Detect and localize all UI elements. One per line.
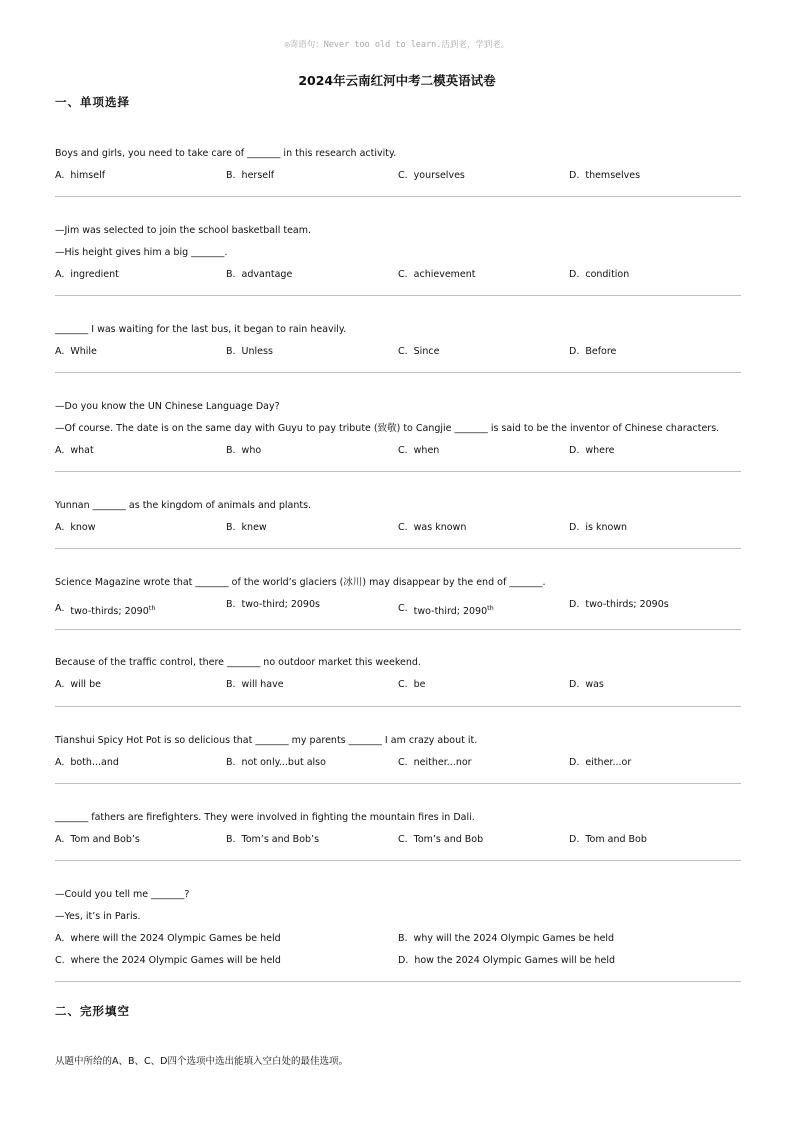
option-d[interactable]: D. Tom and Bob: [569, 834, 647, 845]
option-d[interactable]: D. was: [569, 679, 604, 690]
divider: [55, 981, 741, 982]
option-b[interactable]: B. Tom’s and Bob’s: [226, 834, 320, 845]
option-c[interactable]: C. Since: [398, 346, 440, 357]
page-title: 2024年云南红河中考二模英语试卷: [298, 73, 496, 88]
options-row: [55, 517, 741, 539]
options-row: [55, 829, 741, 851]
option-b[interactable]: B. two-third; 2090s: [226, 599, 320, 610]
option-c[interactable]: C. achievement: [398, 269, 476, 280]
option-b[interactable]: B. knew: [226, 522, 267, 533]
option-c[interactable]: C. yourselves: [398, 170, 465, 181]
question-stem: Yunnan _______ as the kingdom of animals and plants.: [55, 500, 312, 511]
option-d[interactable]: D. how the 2024 Olympic Games will be held: [398, 955, 616, 966]
options-row: [55, 264, 741, 286]
question-2: [55, 220, 741, 286]
option-b[interactable]: B. why will the 2024 Olympic Games be held: [398, 933, 615, 944]
question-stem: Because of the traffic control, there _______ no outdoor market this weekend.: [55, 657, 421, 668]
question-8: [55, 730, 741, 774]
question-stem: Boys and girls, you need to take care of _______ in this research activity.: [55, 148, 397, 159]
option-d[interactable]: D. is known: [569, 522, 628, 533]
option-a[interactable]: A. ingredient: [55, 269, 119, 280]
divider: [55, 629, 741, 630]
question-stem: _______ I was waiting for the last bus, it began to rain heavily.: [55, 324, 347, 335]
question-9: [55, 807, 741, 851]
option-b[interactable]: B. not only...but also: [226, 757, 326, 768]
divider: [55, 295, 741, 296]
option-d[interactable]: D. Before: [569, 346, 617, 357]
option-b[interactable]: B. will have: [226, 679, 284, 690]
watermark: ◎寄语句：Never too old to learn.活到老，学到老。: [284, 40, 510, 50]
option-c[interactable]: C. was known: [398, 522, 467, 533]
question-7: [55, 652, 741, 696]
option-c[interactable]: C. two-third; 2090th: [398, 603, 494, 618]
option-a[interactable]: A. will be: [55, 679, 101, 690]
divider: [55, 372, 741, 373]
section-heading-single-choice: 一、单项选择: [55, 95, 130, 109]
option-a[interactable]: A. Tom and Bob’s: [55, 834, 140, 845]
options-row: [55, 950, 741, 972]
option-a[interactable]: A. himself: [55, 170, 106, 181]
option-b[interactable]: B. advantage: [226, 269, 293, 280]
option-d[interactable]: D. two-thirds; 2090s: [569, 599, 669, 610]
option-b[interactable]: B. who: [226, 445, 262, 456]
section-instruction: 从题中所给的A、B、C、D四个选项中选出能填入空白处的最佳选项。: [55, 1056, 348, 1067]
divider: [55, 196, 741, 197]
option-d[interactable]: D. where: [569, 445, 615, 456]
option-d[interactable]: D. either...or: [569, 757, 632, 768]
section-heading-cloze: 二、完形填空: [55, 1004, 130, 1018]
option-d[interactable]: D. condition: [569, 269, 630, 280]
question-stem: —Of course. The date is on the same day with Guyu to pay tribute (致敬) to Cangjie _______ is said to be the inventor of Chinese characters.: [55, 423, 720, 434]
options-row: [55, 440, 741, 462]
question-stem: Tianshui Spicy Hot Pot is so delicious that _______ my parents _______ I am crazy about it.: [55, 735, 478, 746]
question-stem: —Could you tell me _______?: [55, 889, 190, 900]
divider: [55, 548, 741, 549]
question-stem: —Do you know the UN Chinese Language Day?: [55, 401, 280, 412]
question-stem: —Yes, it’s in Paris.: [55, 911, 141, 922]
options-row: [55, 928, 741, 950]
options-row: [55, 341, 741, 363]
question-5: [55, 495, 741, 539]
options-row: [55, 752, 741, 774]
question-stem: _______ fathers are firefighters. They were involved in fighting the mountain fires in Dali.: [55, 812, 475, 823]
option-d[interactable]: D. themselves: [569, 170, 641, 181]
option-a[interactable]: A. where will the 2024 Olympic Games be held: [55, 933, 281, 944]
option-b[interactable]: B. herself: [226, 170, 275, 181]
question-1: [55, 143, 741, 187]
option-c[interactable]: C. where the 2024 Olympic Games will be held: [55, 955, 281, 966]
options-row: [55, 165, 741, 187]
options-row: [55, 594, 741, 616]
option-c[interactable]: C. neither...nor: [398, 757, 472, 768]
option-a[interactable]: A. what: [55, 445, 94, 456]
question-stem: Science Magazine wrote that _______ of the world’s glaciers (冰川) may disappear by the end of _______.: [55, 577, 546, 588]
option-a[interactable]: A. While: [55, 346, 97, 357]
option-c[interactable]: C. when: [398, 445, 440, 456]
divider: [55, 471, 741, 472]
options-row: [55, 674, 741, 696]
option-c[interactable]: C. Tom’s and Bob: [398, 834, 484, 845]
option-a[interactable]: A. know: [55, 522, 96, 533]
question-6: [55, 572, 741, 616]
question-3: [55, 319, 741, 363]
question-stem: —Jim was selected to join the school basketball team.: [55, 225, 312, 236]
divider: [55, 706, 741, 707]
option-c[interactable]: C. be: [398, 679, 426, 690]
option-a[interactable]: A. two-thirds; 2090th: [55, 603, 156, 618]
divider: [55, 860, 741, 861]
divider: [55, 783, 741, 784]
option-a[interactable]: A. both...and: [55, 757, 119, 768]
question-4: [55, 396, 741, 462]
question-10: [55, 884, 741, 972]
question-stem: —His height gives him a big _______.: [55, 247, 228, 258]
option-b[interactable]: B. Unless: [226, 346, 273, 357]
